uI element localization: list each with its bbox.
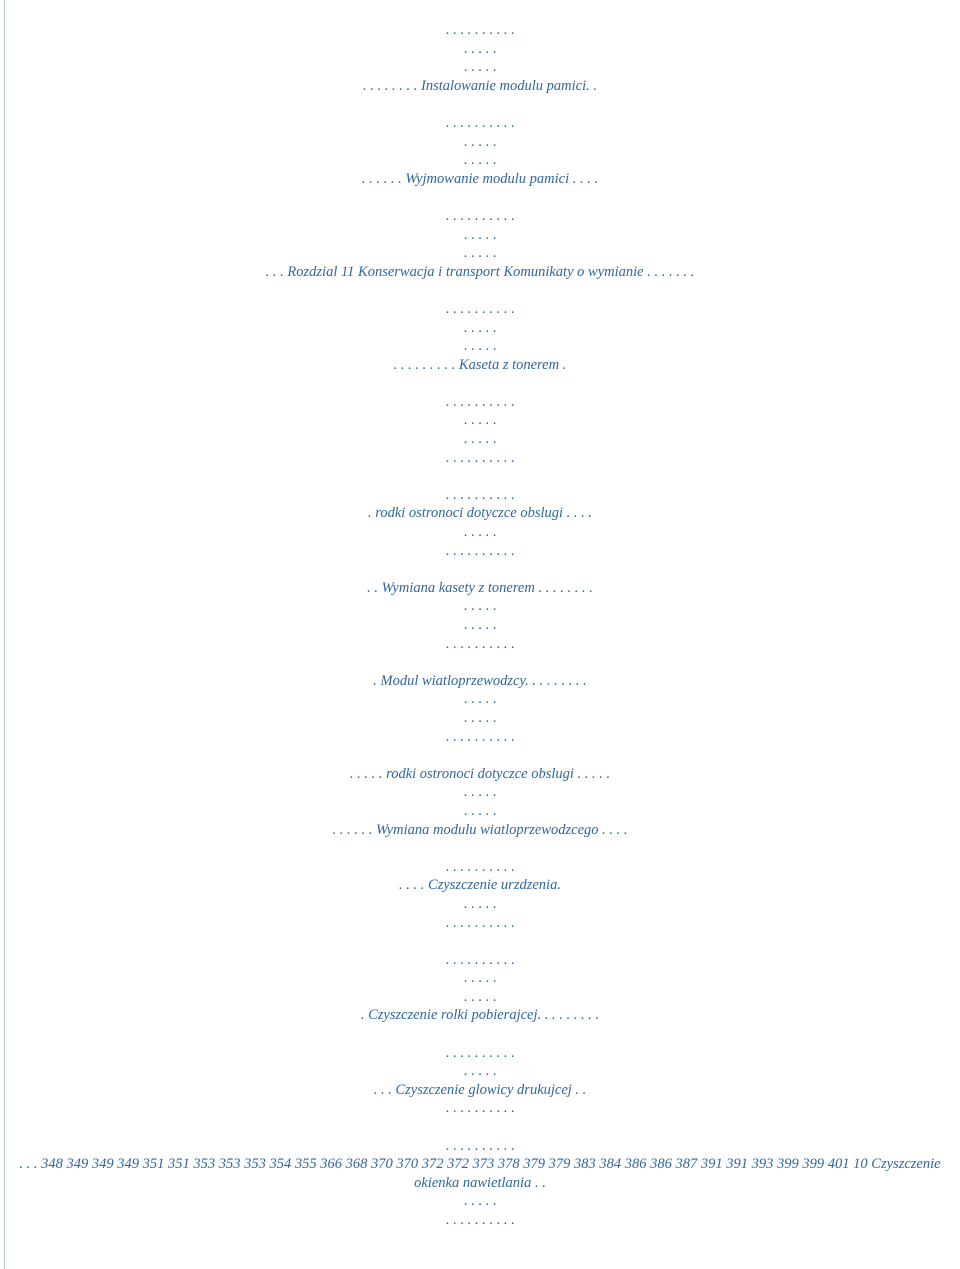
toc-line: . . . . .: [463, 709, 497, 726]
toc-gap: [0, 1025, 960, 1044]
toc-gap: [0, 1118, 960, 1137]
toc-gap: [0, 188, 960, 207]
toc-page-numbers[interactable]: . . . 348 349 349 349 351 351 353 353 353 354 355 366 368 370 370 372 372 373 378 379 379 383 384 386 386 387 391 391 393 399 399 401 10 Czyszczenie okienka nawietlania . .: [19, 1156, 941, 1191]
toc-line: . . . . .: [463, 691, 497, 708]
toc-line: . . . . . . . . . .: [445, 951, 515, 968]
toc-entry-srodki-ostroznosci[interactable]: . rodki ostronoci dotyczce obslugi . . . .: [367, 505, 593, 522]
toc-entry-rozdzial-11[interactable]: . . . Rozdzial 11 Konserwacja i transport Komunikaty o wymianie . . . . . . .: [265, 263, 695, 280]
toc-line: . . . . .: [463, 319, 497, 336]
toc-gap: [0, 374, 960, 393]
toc-line: . . . . . . . . . .: [445, 22, 515, 38]
toc-line: . . . . . . . . . .: [445, 728, 515, 745]
toc-line: . . . . .: [463, 784, 497, 801]
toc-line: . . . . .: [463, 338, 497, 355]
toc-line: . . . . .: [463, 1193, 497, 1210]
toc-entry-kaseta-z-tonerem[interactable]: . . . . . . . . . Kaseta z tonerem .: [393, 356, 567, 373]
toc-line: . . . . .: [463, 802, 497, 819]
toc-line: . . . . . . . . . .: [445, 914, 515, 931]
toc-line: . . . . .: [463, 617, 497, 633]
toc-line: . . . . .: [463, 245, 497, 262]
toc-line: . . . . . . . . . .: [445, 207, 515, 224]
toc-line: . . . . . . . . . .: [445, 486, 515, 503]
toc-gap: [0, 839, 960, 858]
toc-entry-wymiana-kasety[interactable]: . . Wymiana kasety z tonerem . . . . . . . .: [367, 579, 593, 596]
toc-gap: [0, 281, 960, 300]
toc-gap: [0, 932, 960, 951]
toc-entry-instalowanie-modulu-pamici[interactable]: . . . . . . . . Instalowanie modulu pamici. .: [362, 77, 597, 94]
toc-line: . . . . .: [463, 970, 497, 987]
toc-entry-wyjmowanie-modulu-pamici[interactable]: . . . . . . Wyjmowanie modulu pamici . . . .: [361, 170, 599, 187]
toc-line: . . . . .: [463, 412, 497, 429]
toc-line: . . . . .: [463, 40, 497, 57]
toc-line: . . . . . . . . . .: [445, 1044, 515, 1061]
toc-entry-czyszczenie-urzadzenia[interactable]: . . . . Czyszczenie urzdzenia.: [399, 877, 561, 894]
toc-line: . . . . . . . . . .: [445, 1212, 515, 1228]
toc-gap: [0, 746, 960, 765]
toc-line: . . . . .: [463, 524, 497, 541]
toc-line: . . . . . . . . . .: [445, 449, 515, 466]
toc-gap: [0, 95, 960, 114]
toc-line: . . . . .: [463, 431, 497, 448]
toc-line: . . . . .: [463, 59, 497, 76]
toc-gap: [0, 467, 960, 486]
toc-line: . . . . .: [463, 598, 497, 615]
toc-line: . . . . .: [463, 1063, 497, 1080]
toc-line: . . . . . . . . . .: [445, 635, 515, 652]
toc-line: . . . . . . . . . .: [445, 1100, 515, 1117]
toc-line: . . . . . . . . . .: [445, 542, 515, 559]
toc-entry-modul-swiatloprzewodzacy[interactable]: . Modul wiatloprzewodzcy. . . . . . . . .: [373, 672, 587, 689]
toc-line: . . . . .: [463, 226, 497, 243]
toc-line: . . . . . . . . . .: [445, 858, 515, 875]
toc-gap: [0, 560, 960, 579]
toc-line: . . . . .: [463, 988, 497, 1005]
toc-line: . . . . . . . . . .: [445, 393, 515, 410]
toc-line: . . . . .: [463, 133, 497, 150]
toc-entry-srodki-ostroznosci-2[interactable]: . . . . . rodki ostronoci dotyczce obslugi . . . . .: [349, 765, 611, 782]
toc-line: . . . . . . . . . .: [445, 300, 515, 317]
toc-entry-czyszczenie-rolki[interactable]: . Czyszczenie rolki pobierajcej. . . . . . . . .: [360, 1007, 600, 1024]
toc-line: . . . . . . . . . .: [445, 1137, 515, 1154]
toc-document: [0, 21, 960, 1230]
toc-entry-czyszczenie-glowicy[interactable]: . . . Czyszczenie glowicy drukujcej . .: [373, 1081, 587, 1098]
toc-line: . . . . . . . . . .: [445, 114, 515, 131]
toc-entry-wymiana-modulu[interactable]: . . . . . . Wymiana modulu wiatloprzewodzcego . . . .: [332, 821, 628, 838]
toc-gap: [0, 653, 960, 672]
toc-line: . . . . .: [463, 895, 497, 912]
toc-line: . . . . .: [463, 152, 497, 169]
